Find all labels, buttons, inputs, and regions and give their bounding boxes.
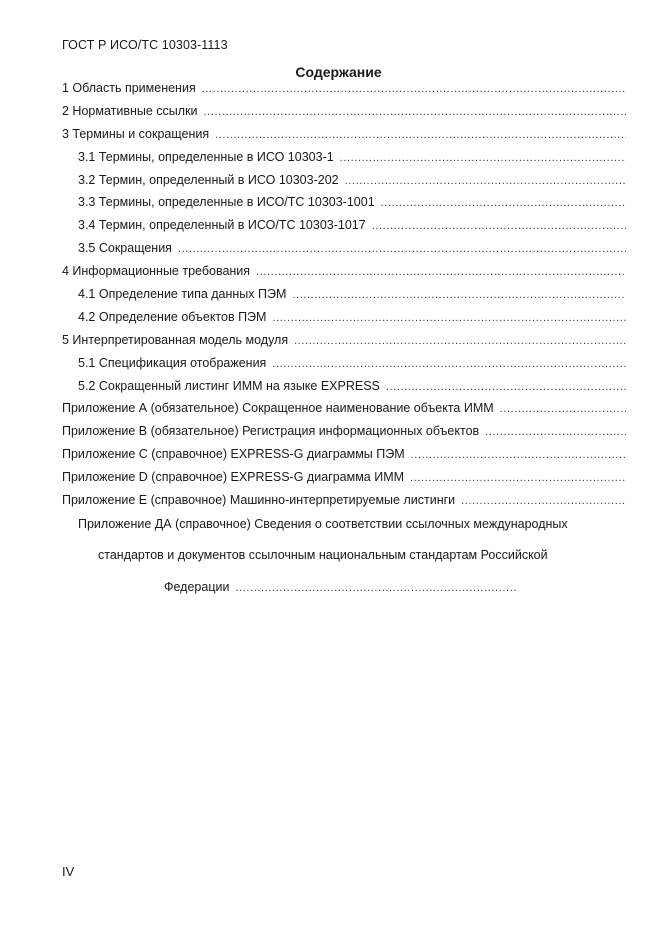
- toc-entry-label: 3.4 Термин, определенный в ИСО/ТС 10303-1017: [78, 218, 366, 233]
- toc-entry-label: 4.1 Определение типа данных ПЭМ: [78, 287, 287, 302]
- toc-entry-annex-da-line1: Приложение ДА (справочное) Сведения о соответствии ссылочных международных: [78, 517, 568, 531]
- dot-leader: [345, 175, 626, 187]
- toc-entry-label: Приложение С (справочное) EXPRESS-G диаграммы ПЭМ: [62, 447, 405, 462]
- dot-leader: [215, 129, 626, 141]
- toc-entry-label: 3.1 Термины, определенные в ИСО 10303-1: [78, 149, 334, 164]
- dot-leader: [411, 449, 626, 461]
- dot-leader: [292, 289, 626, 301]
- toc-entry-label: Приложение Е (справочное) Машинно-интерпретируемые листинги: [62, 493, 456, 508]
- toc-entry: [62, 81, 626, 104]
- toc-entry-label: 3.5 Сокращения: [78, 241, 172, 256]
- toc-entry: [62, 424, 626, 447]
- toc-entry: [62, 241, 626, 264]
- dot-leader: [202, 83, 626, 95]
- dot-leader: [381, 197, 626, 209]
- toc-entry-label: 5 Интерпретированная модель модуля: [62, 332, 289, 347]
- dot-leader: [294, 335, 626, 347]
- toc-entry-label: 3.3 Термины, определенные в ИСО/ТС 10303-1001: [78, 195, 375, 210]
- dot-leader: [256, 266, 626, 278]
- dot-leader: [461, 495, 626, 507]
- toc-entry: [62, 493, 626, 516]
- dot-leader: [500, 403, 626, 415]
- toc-entry-label: 5.2 Сокращенный листинг ИММ на языке EXPRESS: [78, 378, 380, 393]
- toc-entry-label: Приложение А (обязательное) Сокращенное наименование объекта ИММ: [62, 401, 494, 416]
- toc-entry: [62, 470, 626, 493]
- dot-leader: [272, 358, 626, 370]
- toc-entry-label: 4 Информационные требования: [62, 264, 251, 279]
- toc-entry-label: 3 Термины и сокращения: [62, 126, 210, 141]
- toc-entry: [62, 218, 626, 241]
- dot-leader: [372, 220, 626, 232]
- toc-entry: [62, 127, 626, 150]
- dot-leader: [410, 472, 626, 484]
- toc-entry: [62, 173, 626, 196]
- toc-entry: [62, 401, 626, 424]
- dot-leader: [272, 312, 626, 324]
- page-number: IV: [62, 864, 75, 879]
- toc-entry: [62, 150, 626, 173]
- toc-entry: [62, 287, 626, 310]
- toc-entry: [62, 264, 626, 287]
- toc-entry-label: 4.2 Определение объектов ПЭМ: [78, 309, 267, 324]
- toc-entry: [62, 195, 626, 218]
- toc-entry-annex-da-line3: [164, 580, 516, 594]
- toc-entry-label: 5.1 Спецификация отображения: [78, 355, 267, 370]
- dot-leader: [340, 152, 626, 164]
- toc-entry-label: Приложение В (обязательное) Регистрация информационных объектов: [62, 424, 480, 439]
- toc-list: [62, 81, 626, 516]
- toc-entry: [62, 356, 626, 379]
- toc-entry: [62, 310, 626, 333]
- toc-entry-label: 1 Область применения: [62, 81, 196, 95]
- toc-title: Содержание: [295, 64, 382, 80]
- dot-leader: [178, 243, 626, 255]
- dot-leader: [235, 582, 516, 594]
- toc-entry: [62, 104, 626, 127]
- toc-entry-annex-da-line2: стандартов и документов ссылочным национальным стандартам Российской: [98, 548, 548, 562]
- dot-leader: [204, 106, 626, 118]
- toc-entry-annex-da-label: Федерации: [164, 580, 230, 594]
- dot-leader: [386, 381, 626, 393]
- toc-entry-label: 3.2 Термин, определенный в ИСО 10303-202: [78, 172, 339, 187]
- toc-entry-label: 2 Нормативные ссылки: [62, 103, 198, 118]
- dot-leader: [485, 426, 626, 438]
- toc-entry: [62, 379, 626, 402]
- toc-entry: [62, 447, 626, 470]
- toc-entry-label: Приложение D (справочное) EXPRESS-G диаграмма ИММ: [62, 470, 405, 485]
- document-code-header: ГОСТ Р ИСО/ТС 10303-1113: [62, 38, 228, 52]
- toc-entry: [62, 333, 626, 356]
